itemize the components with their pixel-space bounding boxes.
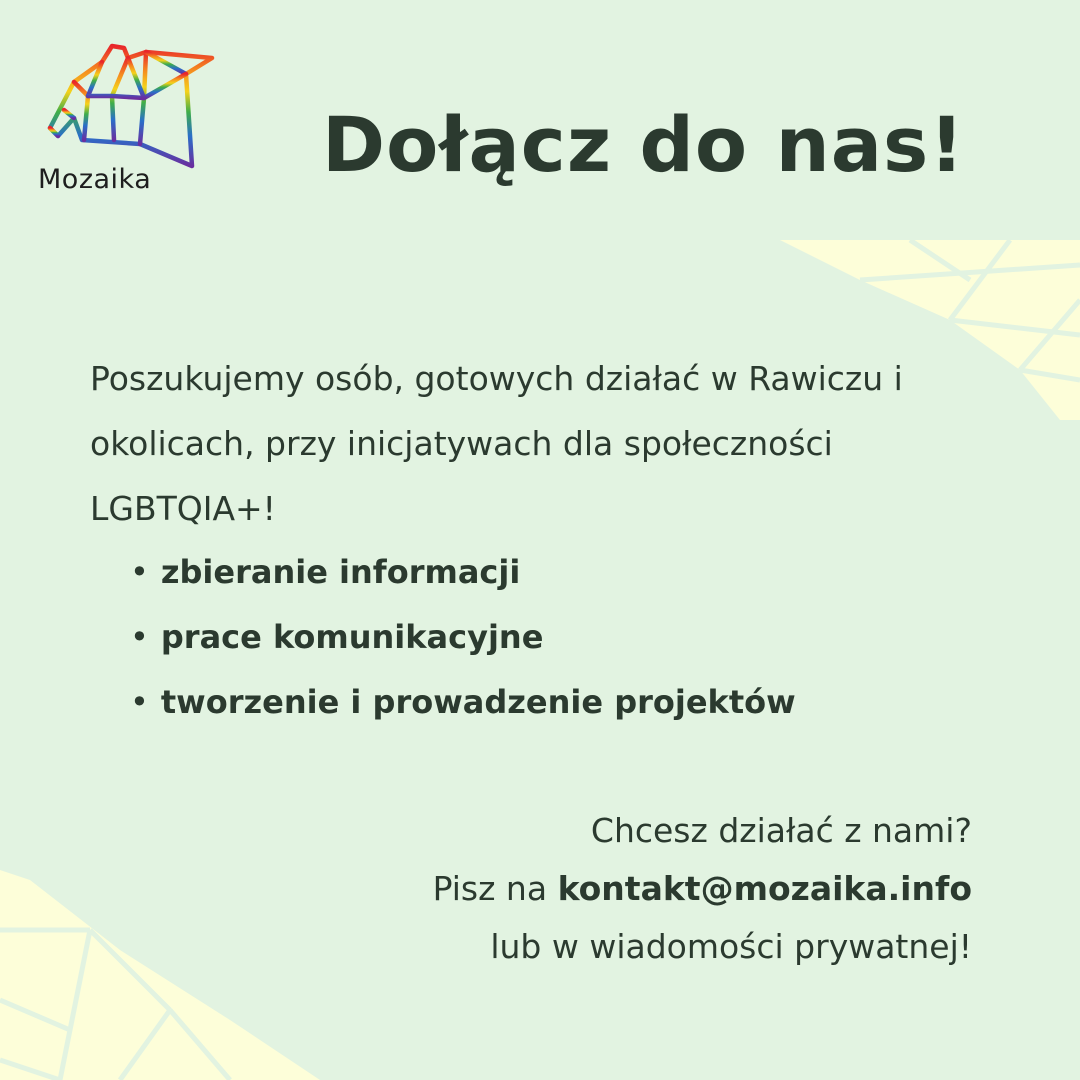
rainbow-bear-icon [44,40,220,170]
list-item [130,670,796,735]
contact-alternative: lub w wiadomości prywatnej! [490,927,972,966]
page-title: Dołącz do nas! [322,100,965,189]
bullet-icon: • [130,618,149,656]
intro-text: Poszukujemy osób, gotowych działać w Rawiczu i okolicach, przy inicjatywach dla społeczności LGBTQIA+! [90,359,903,528]
bullet-icon: • [130,553,149,591]
contact-email: kontakt@mozaika.info [557,869,972,908]
task-label: zbieranie informacji [160,553,521,591]
task-label: tworzenie i prowadzenie projektów [160,683,796,721]
task-list [130,540,796,735]
contact-email-line [212,860,972,918]
bullet-icon: • [130,683,149,721]
list-item [130,605,796,670]
task-label: prace komunikacyjne [160,618,544,656]
list-item [130,540,796,605]
mozaika-logo [36,40,226,200]
logo-wordmark: Mozaika [38,164,152,195]
contact-write-prefix: Pisz na [432,869,548,908]
contact-block [212,802,972,976]
contact-question: Chcesz działać z nami? [590,811,972,850]
